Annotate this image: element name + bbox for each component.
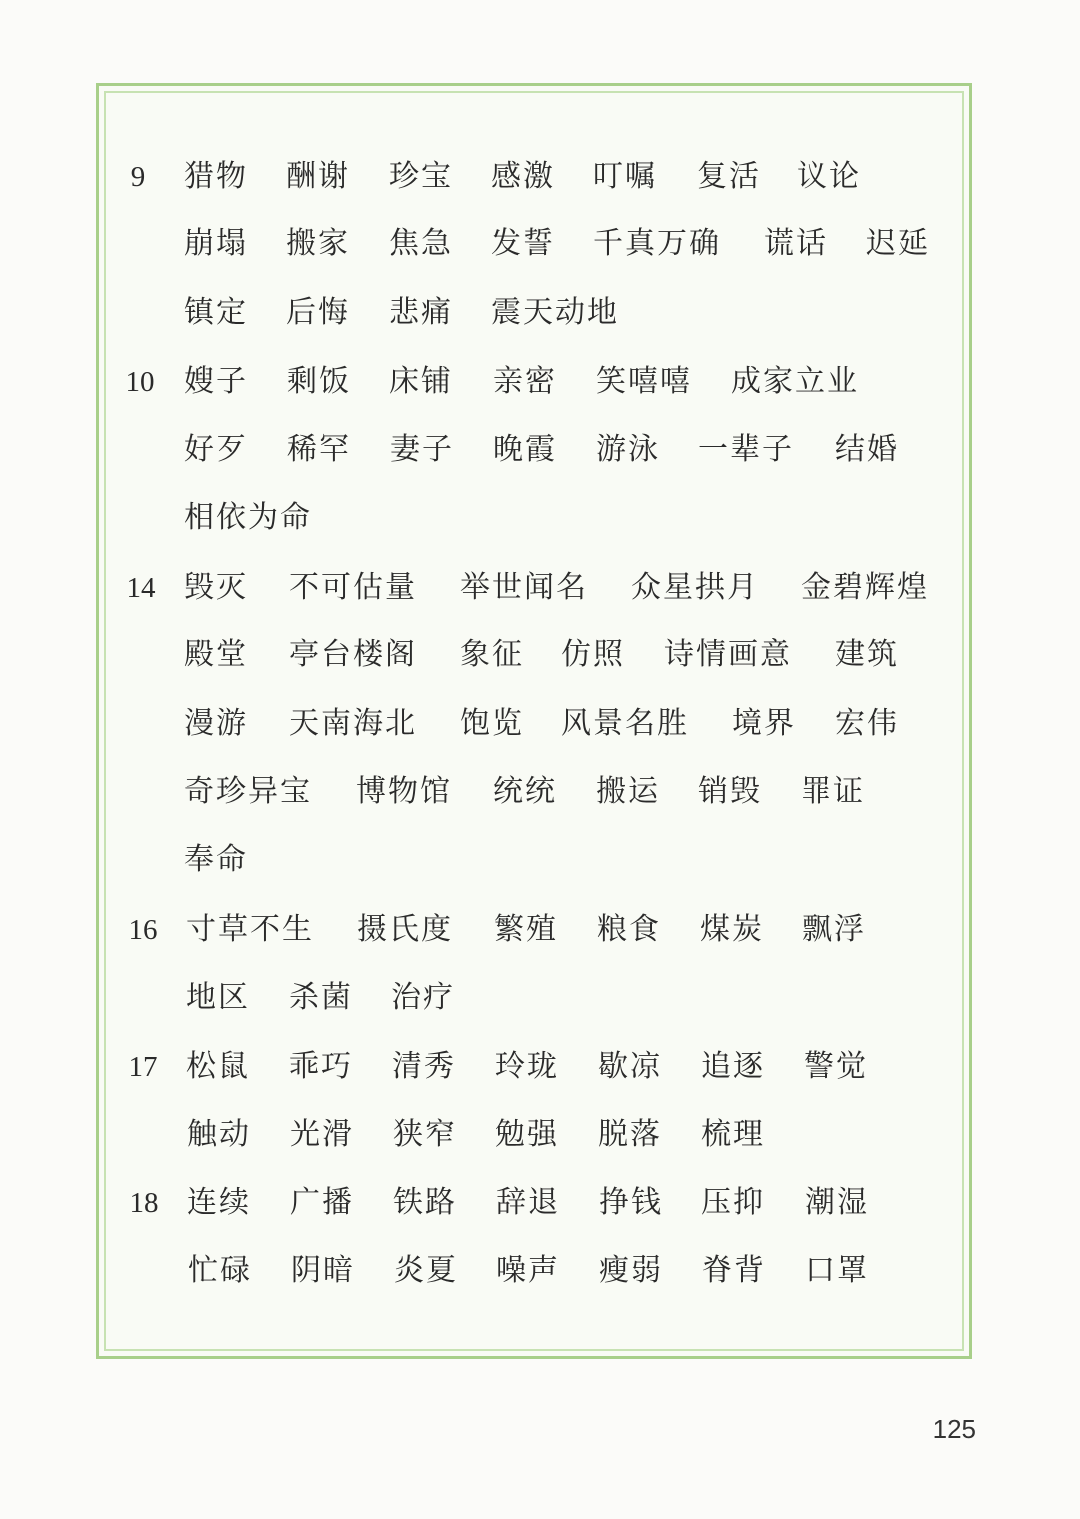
vocab-word: 阴暗 (291, 1253, 355, 1288)
vocab-word: 好歹 (184, 432, 248, 467)
vocab-word: 广播 (290, 1185, 354, 1220)
word-line (0, 905, 1080, 955)
vocab-word: 口罩 (805, 1253, 869, 1288)
vocab-word: 连续 (187, 1185, 251, 1220)
word-line (0, 767, 1080, 817)
vocab-word: 地区 (186, 980, 250, 1015)
word-line (0, 1110, 1080, 1160)
vocab-word: 晚霞 (493, 432, 557, 467)
vocab-word: 罪证 (801, 774, 865, 809)
vocab-word: 摄氏度 (357, 912, 453, 947)
vocab-word: 风景名胜 (561, 706, 689, 741)
vocab-word: 结婚 (835, 432, 899, 467)
vocab-word: 猎物 (184, 159, 248, 194)
vocab-word: 金碧辉煌 (801, 570, 929, 605)
vocab-word: 妻子 (390, 432, 454, 467)
word-line (0, 219, 1080, 269)
vocab-word: 压抑 (701, 1185, 765, 1220)
lesson-number: 18 (129, 1187, 159, 1219)
word-line (0, 1178, 1080, 1228)
vocab-word: 玲珑 (495, 1049, 559, 1084)
vocab-word: 追逐 (701, 1049, 765, 1084)
vocab-word: 治疗 (391, 980, 455, 1015)
vocab-word: 众星拱月 (631, 570, 759, 605)
word-line (0, 152, 1080, 202)
vocab-word: 发誓 (491, 226, 555, 261)
lesson-number: 16 (128, 914, 158, 946)
word-line (0, 563, 1080, 613)
vocab-word: 床铺 (389, 364, 453, 399)
vocab-word: 寸草不生 (186, 912, 314, 947)
vocab-word: 殿堂 (184, 637, 248, 672)
lesson-number: 14 (126, 572, 156, 604)
vocab-word: 剩饭 (287, 364, 351, 399)
vocab-word: 繁殖 (494, 912, 558, 947)
vocab-word: 清秀 (392, 1049, 456, 1084)
vocab-word: 勉强 (495, 1117, 559, 1152)
vocab-word: 搬家 (286, 226, 350, 261)
vocab-word: 焦急 (389, 226, 453, 261)
vocab-word: 震天动地 (491, 295, 619, 330)
vocab-word: 毁灭 (184, 570, 248, 605)
vocab-word: 歇凉 (598, 1049, 662, 1084)
vocab-word: 游泳 (596, 432, 660, 467)
word-line (0, 973, 1080, 1023)
vocab-word: 奉命 (184, 842, 248, 877)
lesson-number: 10 (125, 366, 155, 398)
vocab-word: 触动 (187, 1117, 251, 1152)
vocab-word: 漫游 (184, 706, 248, 741)
vocab-word: 脊背 (702, 1253, 766, 1288)
page-number: 125 (932, 1414, 976, 1444)
vocab-word: 饱览 (460, 706, 524, 741)
vocab-word: 统统 (493, 774, 557, 809)
word-line (0, 835, 1080, 885)
vocab-word: 乖巧 (289, 1049, 353, 1084)
vocab-word: 警觉 (804, 1049, 868, 1084)
vocab-word: 亲密 (493, 364, 557, 399)
word-line (0, 1246, 1080, 1296)
vocab-word: 辞退 (496, 1185, 560, 1220)
vocab-word: 相依为命 (184, 500, 312, 535)
vocab-word: 笑嘻嘻 (596, 364, 692, 399)
vocab-word: 复活 (697, 159, 761, 194)
vocab-word: 天南海北 (289, 706, 417, 741)
vocab-word: 千真万确 (593, 226, 721, 261)
vocab-word: 一辈子 (698, 432, 794, 467)
vocab-word: 光滑 (290, 1117, 354, 1152)
vocab-word: 不可估量 (289, 570, 417, 605)
vocab-word: 迟延 (866, 226, 930, 261)
vocab-word: 噪声 (496, 1253, 560, 1288)
vocab-word: 议论 (797, 159, 861, 194)
word-line (0, 493, 1080, 543)
vocab-word: 博物馆 (356, 774, 452, 809)
word-line (0, 357, 1080, 407)
vocab-word: 谎话 (764, 226, 828, 261)
vocab-word: 忙碌 (188, 1253, 252, 1288)
vocab-word: 叮嘱 (593, 159, 657, 194)
vocab-word: 脱落 (598, 1117, 662, 1152)
vocab-word: 煤炭 (700, 912, 764, 947)
vocab-word: 稀罕 (287, 432, 351, 467)
word-line (0, 699, 1080, 749)
vocab-word: 搬运 (596, 774, 660, 809)
vocab-word: 感激 (491, 159, 555, 194)
vocab-word: 举世闻名 (460, 570, 588, 605)
vocab-word: 挣钱 (599, 1185, 663, 1220)
vocab-word: 瘦弱 (599, 1253, 663, 1288)
vocab-word: 宏伟 (835, 706, 899, 741)
vocab-word: 飘浮 (802, 912, 866, 947)
vocab-word: 销毁 (698, 774, 762, 809)
vocab-word: 潮湿 (805, 1185, 869, 1220)
vocab-word: 成家立业 (731, 364, 859, 399)
vocab-word: 狭窄 (393, 1117, 457, 1152)
vocab-word: 崩塌 (184, 226, 248, 261)
word-line (0, 630, 1080, 680)
vocab-word: 嫂子 (184, 364, 248, 399)
vocab-word: 杀菌 (289, 980, 353, 1015)
lesson-number: 17 (128, 1051, 158, 1083)
vocab-word: 后悔 (286, 295, 350, 330)
vocab-word: 松鼠 (186, 1049, 250, 1084)
vocab-word: 珍宝 (389, 159, 453, 194)
vocab-word: 梳理 (701, 1117, 765, 1152)
word-line (0, 425, 1080, 475)
vocab-word: 铁路 (393, 1185, 457, 1220)
vocab-word: 悲痛 (389, 295, 453, 330)
vocab-word: 镇定 (184, 295, 248, 330)
vocab-word: 象征 (460, 637, 524, 672)
vocab-word: 境界 (732, 706, 796, 741)
vocab-word: 奇珍异宝 (184, 774, 312, 809)
vocab-word: 建筑 (835, 637, 899, 672)
vocab-word: 酬谢 (286, 159, 350, 194)
word-line (0, 1042, 1080, 1092)
vocab-word: 仿照 (561, 637, 625, 672)
vocab-word: 诗情画意 (664, 637, 792, 672)
vocab-word: 炎夏 (394, 1253, 458, 1288)
vocab-word: 亭台楼阁 (289, 637, 417, 672)
lesson-number: 9 (130, 161, 146, 193)
word-line (0, 288, 1080, 338)
vocab-word: 粮食 (597, 912, 661, 947)
